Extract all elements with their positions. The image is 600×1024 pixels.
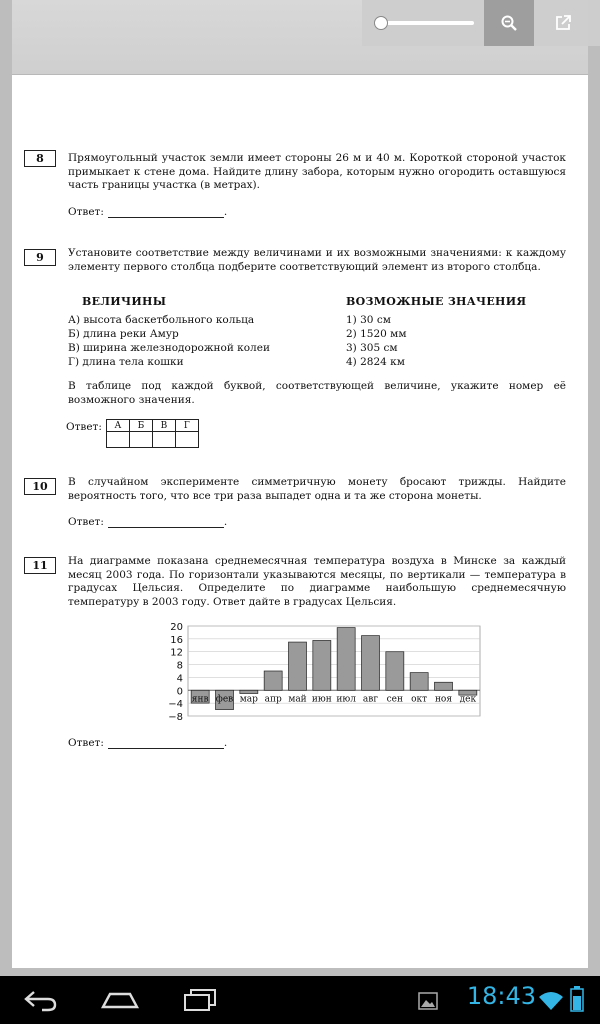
bar-мар	[240, 690, 258, 693]
x-tick-label: май	[288, 694, 307, 705]
task-number: 10	[24, 478, 56, 495]
back-icon[interactable]	[22, 988, 58, 1012]
bar-ноя	[434, 682, 452, 690]
y-tick-label: 20	[170, 622, 183, 633]
y-tick-label: −4	[168, 699, 183, 711]
match-row	[68, 356, 548, 369]
bar-май	[288, 642, 306, 690]
x-tick-label: янв	[191, 694, 209, 705]
zoom-button[interactable]	[484, 0, 534, 46]
answer-label: Ответ:	[66, 421, 102, 433]
answer-field[interactable]: Ответ: .	[68, 206, 228, 218]
y-tick-label: 8	[176, 660, 183, 672]
home-icon[interactable]	[100, 990, 140, 1010]
x-tick-label: фев	[215, 694, 234, 705]
x-tick-label: апр	[264, 694, 282, 705]
answer-table-block	[66, 419, 199, 448]
x-tick-label: мар	[239, 694, 258, 705]
answer-cell[interactable]	[152, 432, 175, 448]
quantity-label: Г) длина тела кошки	[68, 356, 184, 368]
answer-table[interactable]	[106, 419, 199, 448]
zoom-slider[interactable]	[380, 21, 474, 25]
bar-апр	[264, 671, 282, 690]
x-tick-label: окт	[411, 694, 428, 705]
x-tick-label: ноя	[434, 694, 453, 705]
answer-label: Ответ:	[68, 206, 104, 218]
task-text: Установите соответствие между величинами и их возможными значениями: к каждому элементу первого столбца подберите соответствующий элемент из второго столбца.	[68, 247, 566, 273]
match-row	[68, 314, 548, 327]
value-label: 2) 1520 мм	[346, 328, 407, 340]
column-header-left: ВЕЛИЧИНЫ	[82, 295, 167, 308]
bar-окт	[410, 673, 428, 691]
answer-cell[interactable]	[106, 432, 129, 448]
task-number: 8	[24, 150, 56, 167]
table-header: Г	[175, 420, 198, 432]
value-label: 4) 2824 км	[346, 356, 405, 368]
answer-field[interactable]: Ответ: .	[68, 516, 228, 528]
quantity-label: Б) длина реки Амур	[68, 328, 179, 340]
answer-cell[interactable]	[129, 432, 152, 448]
x-tick-label: сен	[386, 694, 404, 705]
bar-июн	[313, 640, 331, 690]
table-header: В	[152, 420, 175, 432]
y-tick-label: 12	[170, 647, 183, 659]
battery-icon	[570, 986, 584, 1012]
task-text: На диаграмме показана среднемесячная температура воздуха в Минске за каждый месяц 2003 года. По горизонтали указываются месяцы, по вертикали — температура в градусах Цельсия. Определите по диаграмме наибольшую среднемесячную температуру в 2003 году. Ответ дайте в градусах Цельсия.	[68, 555, 566, 608]
y-tick-label: 4	[176, 673, 183, 685]
table-header: А	[106, 420, 129, 432]
recent-apps-icon[interactable]	[182, 988, 218, 1012]
gallery-notification-icon	[418, 992, 438, 1010]
match-row	[68, 328, 548, 341]
wifi-icon	[538, 990, 564, 1012]
answer-field[interactable]: Ответ: .	[68, 737, 228, 749]
clock: 18:43	[466, 982, 536, 1010]
quantity-label: А) высота баскетбольного кольца	[68, 314, 255, 326]
viewer-toolbar	[362, 0, 600, 46]
system-navigation-bar	[0, 976, 600, 1024]
task-text: В случайном эксперименте симметричную монету бросают трижды. Найдите вероятность того, что все три раза выпадет одна и та же сторона монеты.	[68, 476, 566, 502]
zoom-icon	[500, 14, 518, 32]
task-instruction: В таблице под каждой буквой, соответствующей величине, укажите номер её возможного значения.	[68, 380, 566, 406]
task-number: 9	[24, 249, 56, 266]
table-header: Б	[129, 420, 152, 432]
y-tick-label: 16	[170, 634, 183, 646]
value-label: 3) 305 см	[346, 342, 398, 354]
open-external-button[interactable]	[538, 0, 588, 46]
bar-авг	[361, 636, 379, 691]
task-number: 11	[24, 557, 56, 574]
answer-label: Ответ:	[68, 516, 104, 528]
match-row	[68, 342, 548, 355]
bar-июл	[337, 628, 355, 691]
y-tick-label: 0	[176, 686, 183, 698]
answer-cell[interactable]	[175, 432, 198, 448]
y-tick-label: −8	[168, 712, 183, 723]
x-tick-label: дек	[459, 694, 477, 705]
task-text: Прямоугольный участок земли имеет стороны 26 м и 40 м. Короткой стороной участок примыкает к стене дома. Найдите длину забора, которым нужно огородить оставшуюся часть границы участка (в метрах).	[68, 152, 566, 191]
answer-label: Ответ:	[68, 737, 104, 749]
zoom-slider-knob[interactable]	[374, 16, 388, 30]
external-link-icon	[554, 14, 572, 32]
x-tick-label: авг	[362, 694, 379, 705]
x-tick-label: июл	[336, 694, 356, 705]
bar-сен	[386, 652, 404, 691]
value-label: 1) 30 см	[346, 314, 391, 326]
quantity-label: В) ширина железнодорожной колеи	[68, 342, 270, 354]
x-tick-label: июн	[311, 694, 332, 705]
column-header-right: ВОЗМОЖНЫЕ ЗНАЧЕНИЯ	[346, 295, 527, 308]
temperature-chart	[154, 618, 484, 724]
